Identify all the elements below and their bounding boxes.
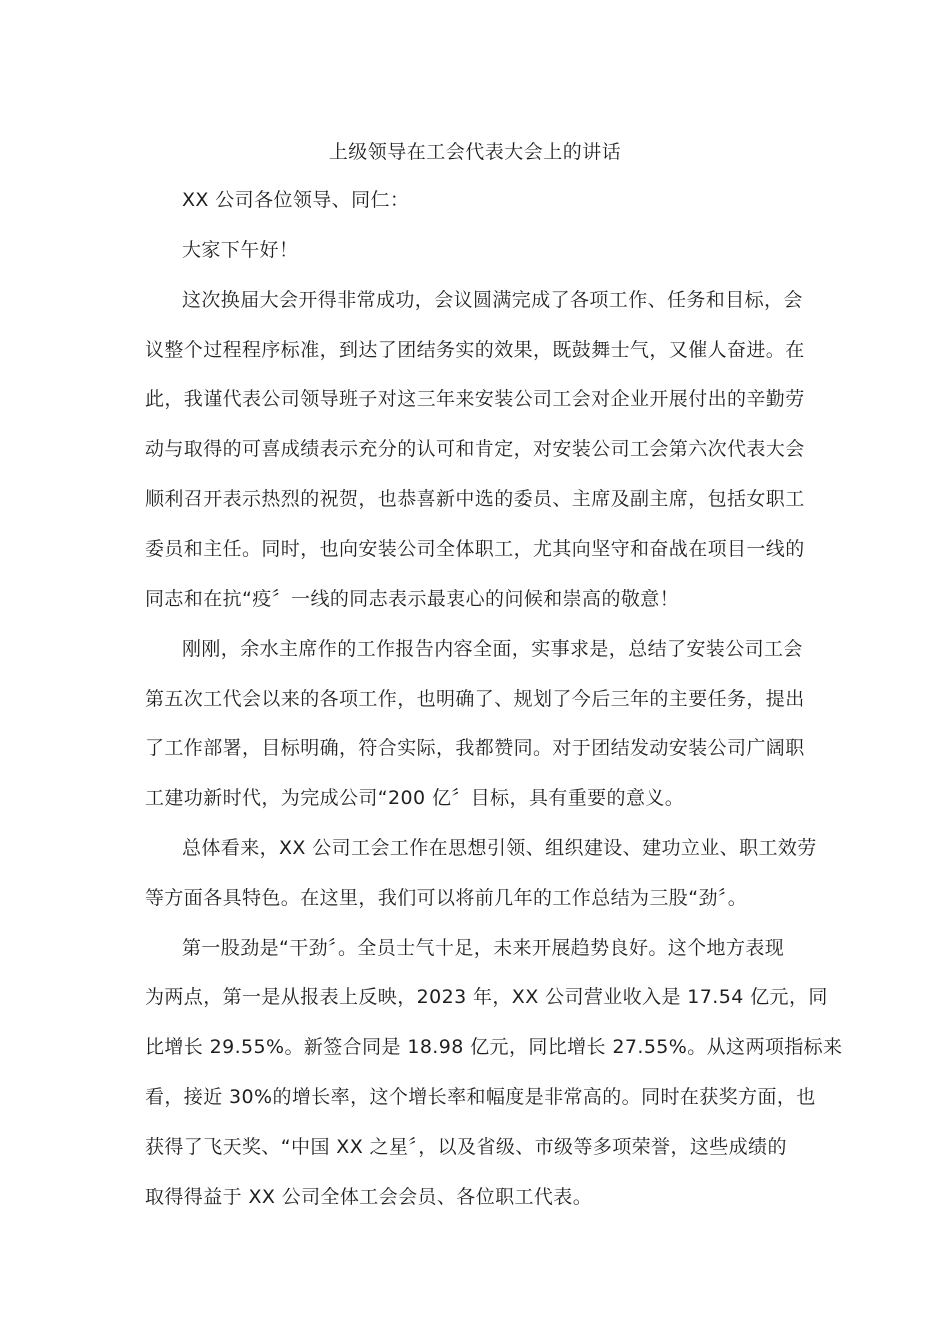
paragraph-line: 此，我谨代表公司领导班子对这三年来安装公司工会对企业开展付出的辛勤劳 xyxy=(145,388,805,410)
document-title: 上级领导在工会代表大会上的讲话 xyxy=(328,141,622,163)
paragraph-line: 了工作部署，目标明确，符合实际，我都赞同。对于团结发动安装公司广阔职 xyxy=(145,737,805,759)
paragraph-line: 等方面各具特色。在这里，我们可以将前几年的工作总结为三股“劲〞。 xyxy=(145,887,748,909)
greeting: 大家下午好！ xyxy=(182,239,299,261)
paragraph-line: 第一股劲是“干劲〞。全员士气十足，未来开展趋势良好。这个地方表现 xyxy=(182,937,785,959)
paragraph-line: 委员和主任。同时，也向安装公司全体职工，尤其向坚守和奋战在项目一线的 xyxy=(145,538,805,560)
paragraph-line: 获得了飞天奖、“中国 XX 之星〞，以及省级、市级等多项荣誉，这些成绩的 xyxy=(145,1136,787,1158)
paragraph-line: 议整个过程程序标准，到达了团结务实的效果，既鼓舞士气，又催人奋进。在 xyxy=(145,339,805,361)
paragraph-line: 顺利召开表示热烈的祝贺，也恭喜新中选的委员、主席及副主席，包括女职工 xyxy=(145,488,805,510)
paragraph-line: 为两点，第一是从报表上反映，2023 年，XX 公司营业收入是 17.54 亿元，同 xyxy=(145,986,828,1008)
paragraph-line: 同志和在抗“疫〞一线的同志表示最衷心的问候和崇高的敬意！ xyxy=(145,588,680,610)
salutation: XX 公司各位领导、同仁： xyxy=(182,189,410,211)
paragraph-line: 看，接近 30%的增长率，这个增长率和幅度是非常高的。同时在获奖方面，也 xyxy=(145,1086,816,1108)
paragraph-line: 动与取得的可喜成绩表示充分的认可和肯定，对安装公司工会第六次代表大会 xyxy=(145,438,805,460)
paragraph-line: 总体看来，XX 公司工会工作在思想引领、组织建设、建功立业、职工效劳 xyxy=(182,837,817,859)
paragraph-line: 刚刚，余水主席作的工作报告内容全面，实事求是，总结了安装公司工会 xyxy=(182,638,803,660)
paragraph-line: 比增长 29.55%。新签合同是 18.98 亿元，同比增长 27.55%。从这两项指标来 xyxy=(145,1036,843,1058)
paragraph-line: 这次换届大会开得非常成功，会议圆满完成了各项工作、任务和目标，会 xyxy=(182,289,803,311)
paragraph-line: 工建功新时代，为完成公司“200 亿〞目标，具有重要的意义。 xyxy=(145,787,685,809)
paragraph-line: 取得得益于 XX 公司全体工会会员、各位职工代表。 xyxy=(145,1186,593,1208)
paragraph-line: 第五次工代会以来的各项工作，也明确了、规划了今后三年的主要任务，提出 xyxy=(145,688,805,710)
